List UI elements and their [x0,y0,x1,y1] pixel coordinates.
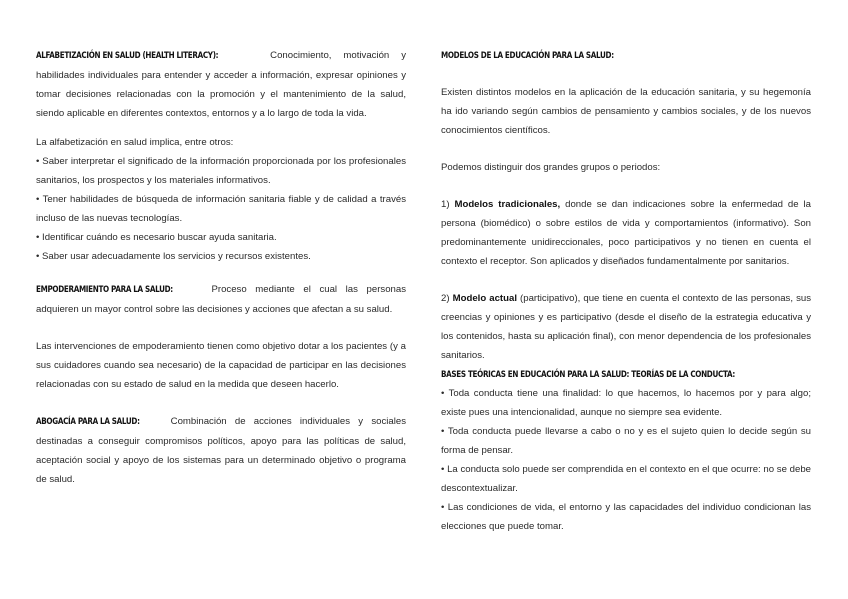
literacy-text: Conocimiento, motivación y habilidades individuales para entender y acceder a información, expresar opiniones y tomar decisiones relacionadas con la promoción y el mantenimiento de la salud, siendo aplicable en diferentes contextos, entornos y a lo largo de toda la vida. [36,50,406,119]
model-current-text: (participativo), que tiene en cuenta el contexto de las personas, sus creencias y opiniones y es participativo (desde el diseño de la estrategia educativa y los contenidos, hasta su aplicación final), con menor dependencia de los profesionales sanitarios. [441,293,811,361]
theory-bullet-4: • Las condiciones de vida, el entorno y las capacidades del individuo condicionan las elecciones que puede tomar. [441,502,811,532]
model-traditional [441,195,811,271]
model-traditional-title: Modelos tradicionales, [454,199,561,210]
right-column [441,46,811,536]
model-current-number: 2) [441,293,453,304]
left-column [36,46,406,489]
theories-heading: BASES TEÓRICAS EN EDUCACIÓN PARA LA SALUD: TEORÍAS DE LA CONDUCTA: [441,370,735,380]
literacy-bullet-2: • Tener habilidades de búsqueda de información sanitaria fiable y de calidad a través incluso de las nuevas tecnologías. [36,194,406,224]
literacy-intro: La alfabetización en salud implica, entre otros: [36,137,234,148]
literacy-heading: ALFABETIZACIÓN EN SALUD (HEALTH LITERACY): [36,51,219,61]
model-current [441,289,811,365]
models-paragraph-2: Podemos distinguir dos grandes grupos o periodos: [441,162,661,173]
literacy-bullet-3: • Identificar cuándo es necesario buscar ayuda sanitaria. [36,232,277,243]
model-traditional-number: 1) [441,199,455,210]
empowerment-heading: EMPODERAMIENTO PARA LA SALUD: [36,285,173,295]
theory-bullet-1: • Toda conducta tiene una finalidad: lo que hacemos, lo hacemos por y para algo; existe pues una intencionalidad, aunque no siempre sea evidente. [441,388,811,418]
advocacy-text: Combinación de acciones individuales y sociales destinadas a conseguir compromisos políticos, apoyo para las políticas de salud, aceptación social y apoyo de los sistemas para un determinado objetivo o programa de salud. [36,416,406,485]
models-paragraph-1: Existen distintos modelos en la aplicación de la educación sanitaria, y su hegemonía ha ido variando según cambios de pensamiento y cambios sociales, y de los nuevos conocimientos científicos. [441,87,811,136]
literacy-bullet-4: • Saber usar adecuadamente los servicios y recursos existentes. [36,251,311,262]
empowerment-definition [36,280,406,319]
model-current-title: Modelo actual [452,293,517,304]
advocacy-heading: ABOGACÍA PARA LA SALUD: [36,417,140,427]
literacy-definition [36,46,406,123]
empowerment-paragraph: Las intervenciones de empoderamiento tienen como objetivo dotar a los pacientes (y a sus cuidadores cuando sea necesario) de la capacidad de participar en las decisiones relacionadas con su estado de salud en la medida que deseen hacerlo. [36,341,406,390]
theory-bullet-2: • Toda conducta puede llevarse a cabo o no y es el sujeto quien lo decide según su forma de pensar. [441,426,811,456]
models-heading: MODELOS DE LA EDUCACIÓN PARA LA SALUD: [441,51,614,61]
literacy-bullet-1: • Saber interpretar el significado de la información proporcionada por los profesionales sanitarios, los prospectos y los materiales informativos. [36,156,406,186]
models-heading-line [441,46,811,65]
model-traditional-text: donde se dan indicaciones sobre la enfermedad de la persona (biomédico) o sobre estilos de vida y comportamientos (informativo). Son predominantemente unidireccionales, poco participativos y no tienen en cuenta el contexto el receptor. Son aplicados y diseñados fundamentalmente por sanitarios. [441,199,811,267]
empowerment-text: Proceso mediante el cual las personas adquieren un mayor control sobre las decisiones y acciones que afectan a su salud. [36,284,406,315]
theories-heading-line [441,365,811,384]
theory-bullet-3: • La conducta solo puede ser comprendida en el contexto en el que ocurre: no se debe descontextualizar. [441,464,811,494]
advocacy-definition [36,412,406,489]
